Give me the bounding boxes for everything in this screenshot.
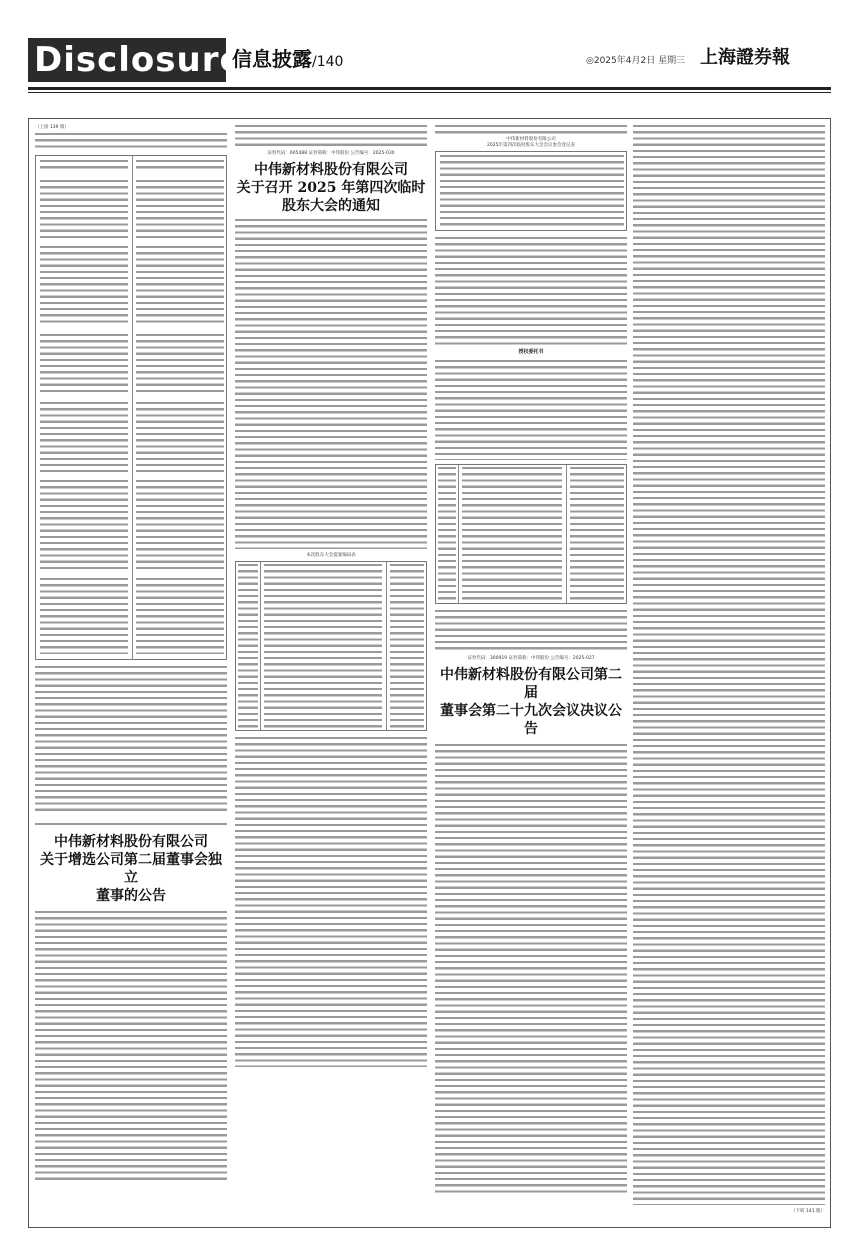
text-block — [35, 133, 227, 151]
table-cell — [40, 246, 128, 326]
table-cell — [40, 180, 128, 240]
text-block — [235, 219, 427, 549]
table-header-right — [136, 160, 224, 172]
table-divider — [566, 465, 567, 603]
text-block — [435, 360, 627, 460]
column-1 — [35, 125, 227, 1181]
table-column — [390, 564, 424, 728]
newspaper-name: 上海證券報 — [700, 47, 790, 68]
text-block — [235, 737, 427, 1067]
headline-company: 中伟新材料股份有限公司 — [54, 834, 208, 851]
banner-text: Disclosure — [34, 40, 244, 80]
text-block — [235, 125, 427, 147]
headline-line-2: 董事的公告 — [96, 888, 166, 905]
column-3 — [435, 125, 627, 1194]
security-line: 证券代码：605488 证券简称：中伟股份 公告编号：2025-030 — [267, 151, 395, 156]
table-cell — [40, 402, 128, 472]
headline-company: 中伟新材料股份有限公司第二届 — [440, 666, 622, 701]
table-cell — [40, 578, 128, 654]
text-block — [435, 125, 627, 135]
table-header-left — [40, 160, 128, 172]
headline-line-1: 关于召开 2025 年第四次临时 — [236, 180, 426, 197]
registration-table — [435, 151, 627, 231]
proxy-company: 中伟新材料股份有限公司 — [506, 137, 556, 142]
table-cell — [136, 180, 224, 240]
continued-from: （上接 139 版） — [35, 125, 69, 130]
security-line: 证券代码：300919 证券简称：中伟股份 公告编号：2025-027 — [467, 655, 595, 661]
table-cell — [40, 480, 128, 570]
headline-line-2: 股东大会的通知 — [282, 198, 380, 215]
headline-company: 中伟新材料股份有限公司 — [254, 162, 408, 179]
masthead-thin-rule — [28, 92, 831, 93]
table-divider — [132, 156, 133, 659]
masthead-rule — [28, 87, 831, 90]
section-title — [232, 46, 343, 75]
independent-director-article — [35, 823, 227, 905]
table-cell — [40, 334, 128, 394]
table-divider — [458, 465, 459, 603]
table-column — [238, 564, 258, 728]
table-body — [440, 155, 624, 229]
column-4 — [633, 125, 825, 1215]
board-resolution-article — [435, 656, 627, 738]
issue-date: ◎2025年4月2日 星期三 — [586, 56, 686, 66]
text-block — [435, 237, 627, 347]
table-column — [438, 467, 456, 601]
security-line — [35, 823, 227, 827]
text-block — [435, 610, 627, 650]
headline-line-1: 董事会第二十九次会议决议公告 — [440, 702, 622, 737]
text-block — [435, 744, 627, 1194]
text-block — [633, 125, 825, 1205]
headline-line-1: 关于增选公司第二届董事会独立 — [40, 852, 222, 887]
proxy-title: 授权委托书 — [518, 349, 544, 356]
text-block — [35, 666, 227, 811]
continued-to: （下转 141 版） — [791, 1209, 825, 1214]
content-area — [28, 118, 831, 1228]
text-block — [35, 911, 227, 1181]
table-cell — [136, 246, 224, 326]
disclosure-banner — [28, 38, 244, 82]
table-cell — [136, 402, 224, 472]
masthead — [0, 0, 857, 116]
voting-table — [435, 464, 627, 604]
section-title-text: 信息披露 — [232, 47, 312, 71]
table-caption: 本次股东大会提案编码表 — [306, 553, 356, 559]
proposal-code-table — [235, 561, 427, 731]
table-cell — [136, 578, 224, 654]
column-2 — [235, 125, 427, 1067]
table-divider — [386, 562, 387, 730]
table-cell — [136, 334, 224, 394]
meeting-notice-article — [235, 151, 427, 215]
table-column — [264, 564, 382, 728]
table-column — [570, 467, 624, 601]
table-cell — [136, 480, 224, 570]
table-column — [462, 467, 562, 601]
proxy-subtitle: 2025年第四次临时股东大会会议参会登记表 — [487, 143, 575, 149]
articles-comparison-table — [35, 155, 227, 660]
table-divider — [260, 562, 261, 730]
section-number: /140 — [312, 54, 344, 70]
